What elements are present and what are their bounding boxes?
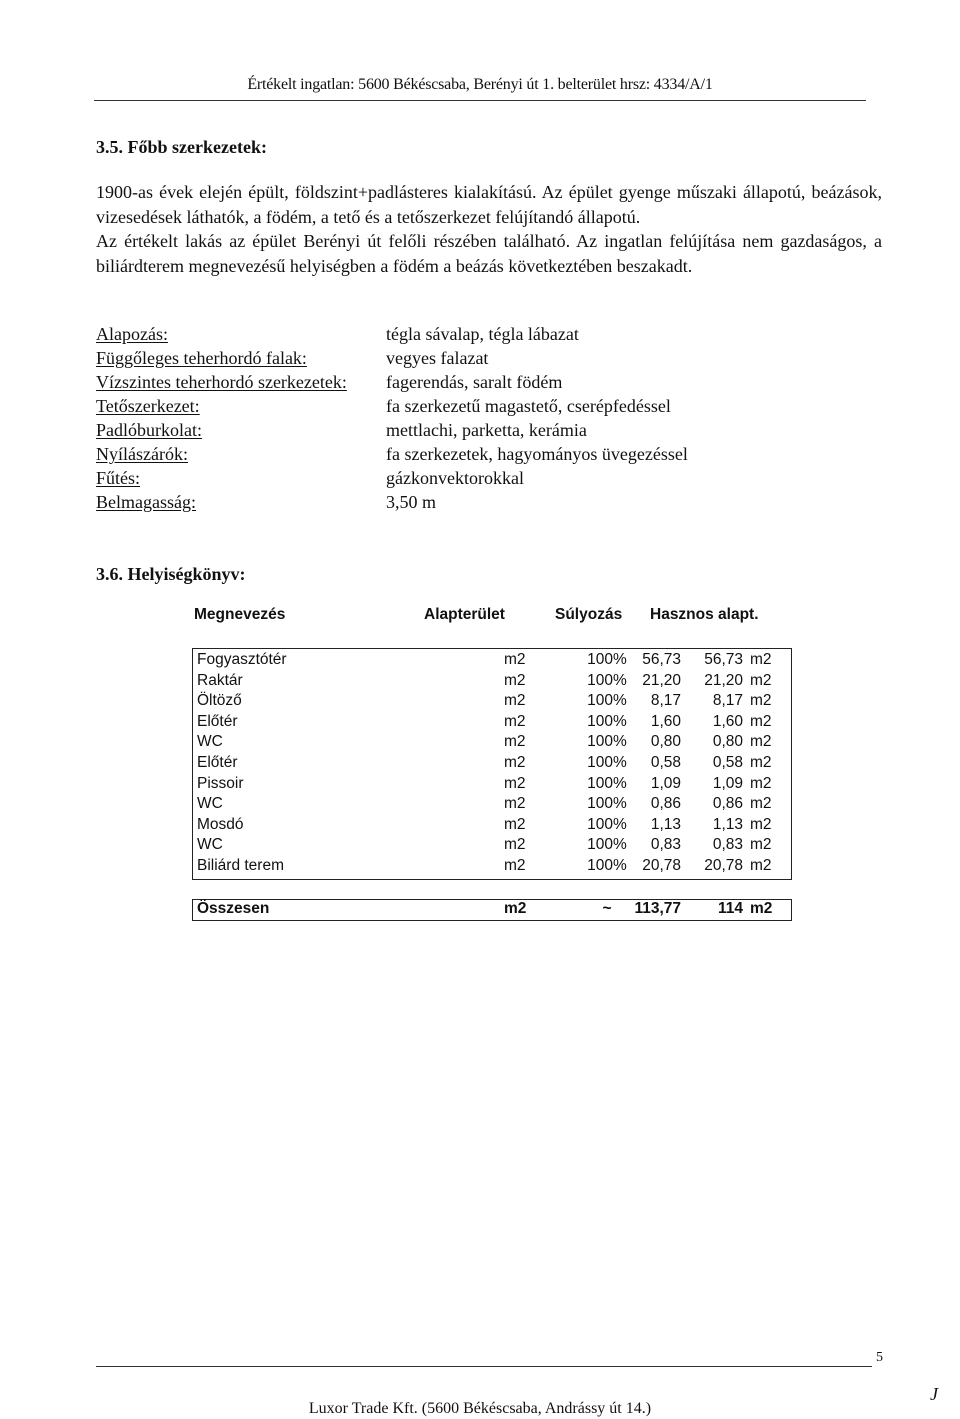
room-useful-unit: m2 [750,815,772,833]
room-useful-unit: m2 [750,795,772,813]
table-row [193,733,791,754]
table-row [193,713,791,734]
room-name: WC [197,836,223,854]
room-area-unit: m2 [504,712,526,730]
spec-value: gázkonvektorokkal [386,468,524,488]
table-row [193,672,791,693]
spec-value: fa szerkezetek, hagyományos üvegezéssel [386,444,688,464]
room-name: Mosdó [197,815,244,833]
room-useful-area: 1,09 [712,774,743,792]
room-area: 8,17 [650,692,681,710]
spec-value: 3,50 m [386,492,437,512]
paragraph: Az értékelt lakás az épület Berényi út felőli részében található. Az ingatlan felújítása nem gazdaságos, a biliárdterem megnevezésű helyiségben a födém a beázás következtében beszakadt. [96,231,882,276]
room-area: 56,73 [642,651,681,668]
room-area-unit: m2 [504,857,526,874]
room-area-unit: m2 [504,774,526,792]
room-weight: 100% [587,671,627,689]
room-area: 1,13 [650,815,681,833]
spec-label: Tetőszerkezet: [96,396,200,416]
room-name: Fogyasztótér [197,651,287,668]
room-useful-area: 20,78 [704,857,743,874]
footer-rule [96,1366,872,1367]
spec-value: fagerendás, saralt födém [386,372,563,392]
room-name: Öltöző [197,692,242,710]
room-weight: 100% [587,754,627,771]
paragraph: 1900-as évek elején épült, földszint+padlásteres kialakítású. Az épület gyenge műszaki állapotú, beázások, vizesedések láthatók, a födém, a tető és a tetőszerkezet felújítandó állapotú. [96,182,882,227]
page-footer: Luxor Trade Kft. (5600 Békéscsaba, Andrássy út 14.) [308,1400,652,1417]
structures-description [96,180,882,278]
room-weight: 100% [587,692,627,710]
room-useful-unit: m2 [750,733,772,751]
room-useful-unit: m2 [750,774,772,792]
total-area-unit: m2 [504,900,527,917]
room-useful-area: 8,17 [712,692,743,710]
room-useful-unit: m2 [750,836,772,854]
room-name: WC [197,795,223,813]
room-weight: 100% [587,733,627,751]
total-weight: ~ [602,900,612,917]
room-area: 0,58 [650,754,681,771]
spec-value: vegyes falazat [386,348,489,368]
spec-label: Nyílászárók: [96,444,188,464]
spec-value: fa szerkezetű magastető, cserépfedéssel [386,396,671,416]
room-area: 21,20 [642,671,681,689]
room-useful-unit: m2 [750,712,772,730]
spec-value: mettlachi, parketta, kerámia [386,420,587,440]
room-weight: 100% [587,857,627,874]
room-name: Biliárd terem [197,857,284,874]
room-area: 0,83 [650,836,681,854]
table-row [193,651,791,672]
room-name: Raktár [197,671,243,689]
room-area-unit: m2 [504,754,526,771]
spec-label: Alapozás: [96,324,168,344]
room-useful-area: 1,13 [712,815,743,833]
total-row [192,899,792,921]
room-area-unit: m2 [504,836,526,854]
room-name: Pissoir [197,774,244,792]
room-name: Előtér [197,712,238,730]
room-area-unit: m2 [504,671,526,689]
room-table [192,648,792,880]
room-name: WC [197,733,223,751]
room-useful-unit: m2 [750,754,772,771]
table-row [193,816,791,837]
page-header: Értékelt ingatlan: 5600 Békéscsaba, Berényi út 1. belterület hrsz: 4334/A/1 [247,76,713,93]
room-area: 1,60 [650,712,681,730]
total-area: 113,77 [634,900,681,917]
spec-label: Függőleges teherhordó falak: [96,348,307,368]
room-area-unit: m2 [504,733,526,751]
room-useful-area: 0,86 [712,795,743,813]
room-area: 0,80 [650,733,681,751]
section-title-room-register: 3.6. Helyiségkönyv: [96,564,246,584]
room-weight: 100% [587,651,627,668]
room-area: 1,09 [650,774,681,792]
table-row [193,857,791,878]
column-header-area: Alapterület [424,606,505,623]
room-useful-unit: m2 [750,857,772,874]
room-weight: 100% [587,815,627,833]
room-weight: 100% [587,795,627,813]
table-row [193,775,791,796]
spec-label: Vízszintes teherhordó szerkezetek: [96,372,347,392]
handwritten-initial: J [930,1384,938,1404]
section-title-structures: 3.5. Főbb szerkezetek: [96,137,267,157]
room-useful-area: 0,80 [712,733,743,751]
column-header-weight: Súlyozás [555,606,623,623]
column-header-name: Megnevezés [194,606,286,623]
room-area-unit: m2 [504,815,526,833]
spec-label: Padlóburkolat: [96,420,202,440]
total-useful-area: 114 [717,900,743,917]
page-number: 5 [876,1350,883,1365]
table-row [193,754,791,775]
room-useful-unit: m2 [750,651,772,668]
room-weight: 100% [587,836,627,854]
room-useful-unit: m2 [750,692,772,710]
column-header-useful-area: Hasznos alapt. [650,606,759,623]
table-row [193,795,791,816]
room-useful-area: 1,60 [712,712,743,730]
room-name: Előtér [197,754,238,771]
room-useful-area: 56,73 [704,651,743,668]
table-row [193,836,791,857]
spec-label: Fűtés: [96,468,141,488]
room-area: 20,78 [642,857,681,874]
total-label: Összesen [197,900,270,917]
room-weight: 100% [587,712,627,730]
total-useful-unit: m2 [750,900,773,917]
room-useful-area: 0,83 [712,836,743,854]
room-area: 0,86 [650,795,681,813]
room-area-unit: m2 [504,651,526,668]
header-rule [94,100,866,101]
spec-label: Belmagasság: [96,492,196,512]
room-useful-unit: m2 [750,671,772,689]
room-useful-area: 21,20 [704,671,743,689]
room-useful-area: 0,58 [712,754,743,771]
room-weight: 100% [587,774,627,792]
room-area-unit: m2 [504,795,526,813]
table-row [193,692,791,713]
room-area-unit: m2 [504,692,526,710]
spec-value: tégla sávalap, tégla lábazat [386,324,579,344]
